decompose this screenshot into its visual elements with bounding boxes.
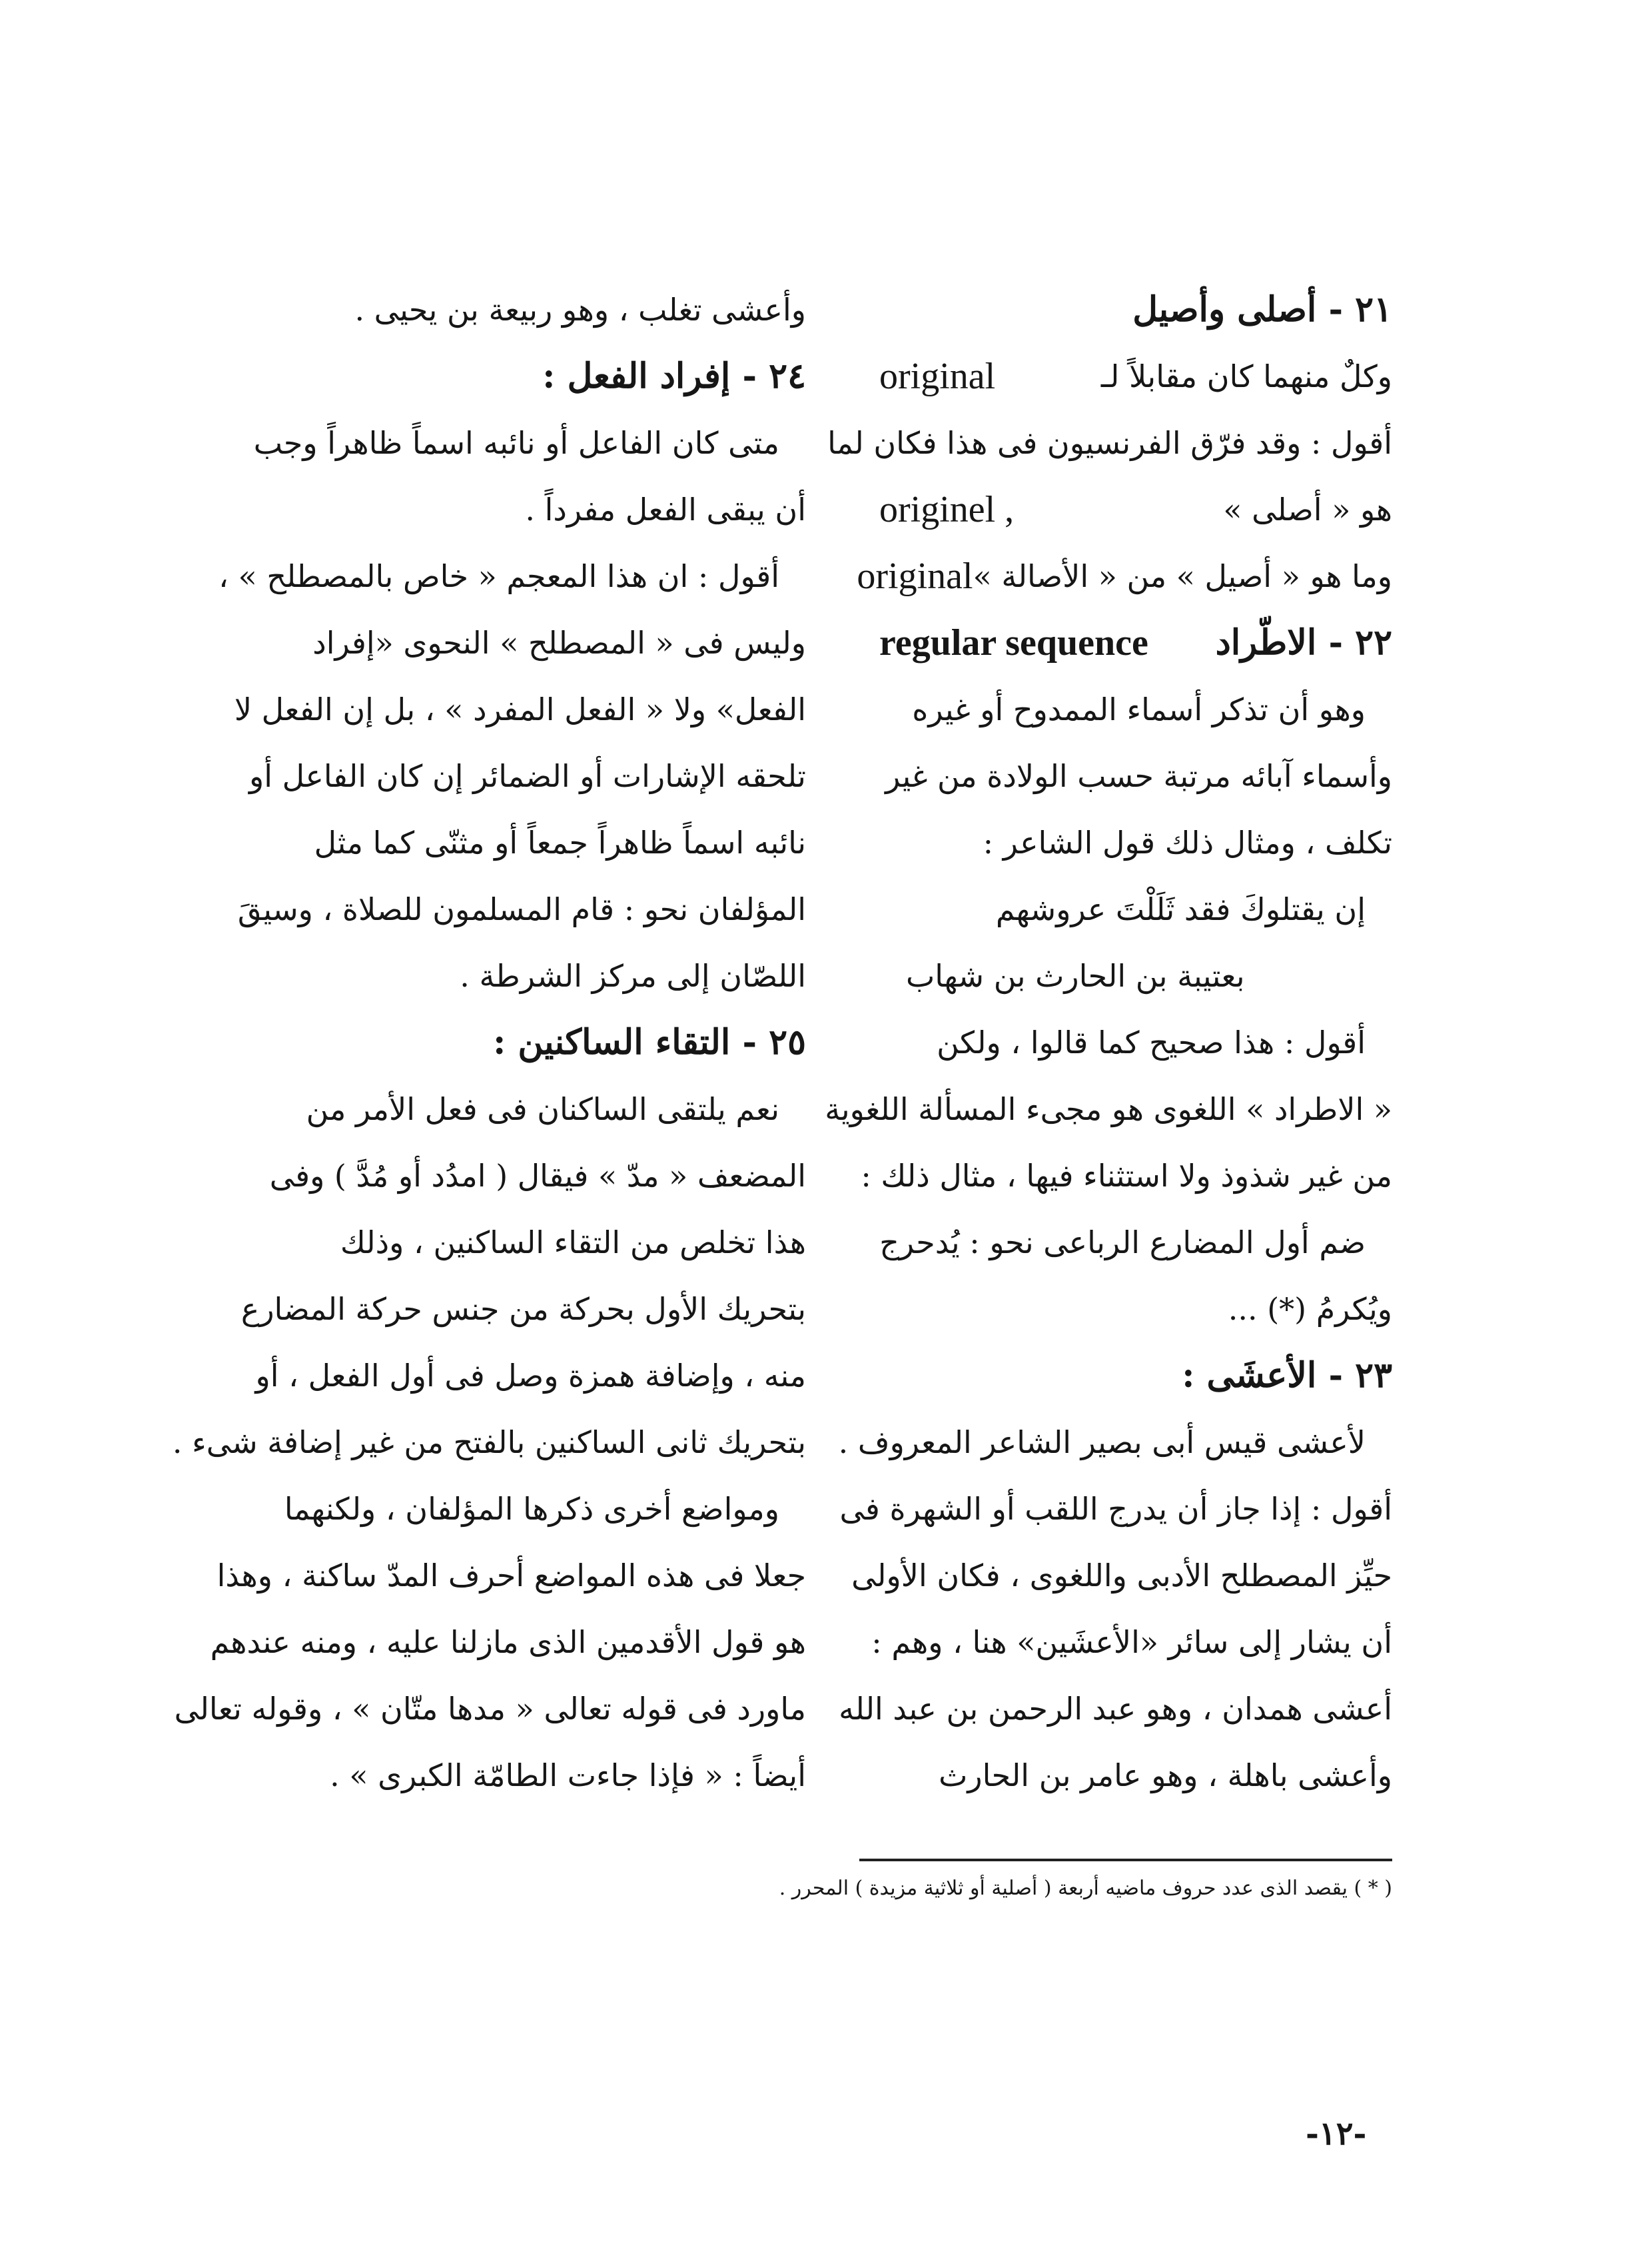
text-line: المؤلفان نحو : قام المسلمون للصلاة ، وسيقَ [237,891,806,927]
text-line: أقول : ان هذا المعجم « خاص بالمصطلح » ، [218,558,779,594]
heading-22 [879,610,1392,676]
text-line: أيضاً : « فإذا جاءت الطامّة الكبرى » . [330,1757,806,1793]
right-column [825,276,1392,1809]
latin-term: regular sequence [879,622,1148,664]
text-line: بتحريك الأول بحركة من جنس حركة المضارع [240,1291,806,1327]
text-line: أقول : وقد فرّق الفرنسيون فى هذا فكان لما [827,425,1392,461]
text-line: لأعشى قيس أبى بصير الشاعر المعروف . [838,1424,1366,1460]
footnote: ( * ) يقصد الذى عدد حروف ماضيه أربعة ( أصلية أو ثلاثية مزيدة ) المحرر . [779,1877,1392,1900]
text-line: ضم أول المضارع الرباعى نحو : يُدحرج [879,1224,1366,1260]
text-line: وأعشى باهلة ، وهو عامر بن الحارث [939,1757,1392,1793]
heading-22-arabic: ٢٢ - الاطّراد [1215,622,1392,663]
text-line: منه ، وإضافة همزة وصل فى أول الفعل ، أو [255,1358,806,1394]
text-line: المضعف « مدّ » فيقال ( امدُد أو مُدَّ ) وفى [269,1158,806,1194]
latin-term: original [879,356,996,397]
text-line: نعم يلتقى الساكنان فى فعل الأمر من [306,1091,779,1127]
text-line-arabic: هو « أصلى » [1223,492,1392,528]
text-line: بتحريك ثانى الساكنين بالفتح من غير إضافة شىء . [172,1424,806,1460]
text-line [857,543,1392,610]
heading-25: ٢٥ - التقاء الساكنين : [493,1022,806,1063]
latin-term: originel , [879,489,1015,530]
text-line: تكلف ، ومثال ذلك قول الشاعر : [983,825,1392,861]
text-line: أعشى همدان ، وهو عبد الرحمن بن عبد الله [839,1691,1392,1727]
text-line-arabic: وما هو « أصيل » من « الأصالة » [973,558,1392,594]
latin-term: original [857,556,973,597]
text-line-arabic: وكلٌ منهما كان مقابلاً لـ [1100,358,1392,394]
text-line: أقول : هذا صحيح كما قالوا ، ولكن [937,1025,1366,1061]
verse-hemistich-2: بعتيبة بن الحارث بن شهاب [906,958,1245,994]
heading-23: ٢٣ - الأعشَى : [1182,1355,1392,1396]
text-line: ومواضع أخرى ذكرها المؤلفان ، ولكنهما [284,1491,779,1527]
text-line: الفعل» ولا « الفعل المفرد » ، بل إن الفعل لا [234,691,806,727]
text-line: تلحقه الإشارات أو الضمائر إن كان الفاعل أو [249,758,806,794]
text-line: من غير شذوذ ولا استثناء فيها ، مثال ذلك : [861,1158,1392,1194]
page-number: -١٢- [1306,2115,1367,2152]
verse-hemistich-1: إن يقتلوكَ فقد ثَلَلْتَ عروشهم [995,891,1366,927]
text-line: هذا تخلص من التقاء الساكنين ، وذلك [340,1224,806,1260]
text-line: اللصّان إلى مركز الشرطة . [460,958,806,994]
text-line [879,343,1392,410]
text-line: أن يشار إلى سائر «الأعشَين» هنا ، وهم : [871,1624,1392,1660]
heading-21: ٢١ - أصلى وأصيل [1132,289,1392,330]
text-line: وأسماء آبائه مرتبة حسب الولادة من غير [885,758,1392,794]
text-line: متى كان الفاعل أو نائبه اسماً ظاهراً وجب [253,425,779,461]
text-line: جعلا فى هذه المواضع أحرف المدّ ساكنة ، وهذا [216,1558,806,1593]
text-line [879,476,1392,543]
heading-24: ٢٤ - إفراد الفعل : [542,356,806,396]
text-line: ماورد فى قوله تعالى « مدها متّان » ، وقوله تعالى [174,1691,806,1727]
footnote-divider [859,1859,1392,1861]
text-line: وهو أن تذكر أسماء الممدوح أو غيره [912,691,1366,727]
text-line: هو قول الأقدمين الذى مازلنا عليه ، ومنه عندهم [210,1624,806,1660]
text-line: حيِّز المصطلح الأدبى واللغوى ، فكان الأولى [851,1558,1392,1593]
text-line: أن يبقى الفعل مفرداً . [525,492,806,528]
text-line: « الاطراد » اللغوى هو مجىء المسألة اللغوية [825,1091,1392,1127]
text-line: ويُكرمُ (*) ... [1228,1291,1392,1327]
text-line: نائبه اسماً ظاهراً جمعاً أو مثنّى كما مثل [314,825,806,861]
text-line: أقول : إذا جاز أن يدرج اللقب أو الشهرة فى [839,1491,1392,1527]
text-line: وليس فى « المصطلح » النحوى «إفراد [312,625,806,661]
text-line: وأعشى تغلب ، وهو ربيعة بن يحيى . [354,292,806,328]
left-column [172,276,806,1809]
